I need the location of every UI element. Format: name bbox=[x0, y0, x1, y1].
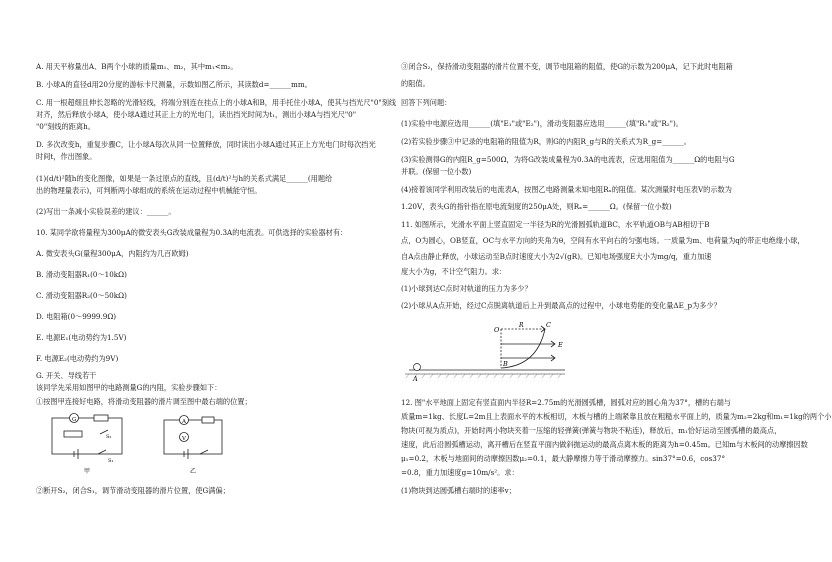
meter-g-label: G bbox=[72, 417, 77, 423]
ball-icon bbox=[414, 364, 421, 371]
text-line: (2)若实验步骤③中记录的电阻箱的阻值为R，则G的内阻R_g与R的关系式为R_g=______。 bbox=[401, 137, 691, 146]
text-line: ②断开S₂，闭合S₁，调节滑动变阻器的滑片位置，使G满偏； bbox=[36, 486, 230, 495]
point-o-label: O bbox=[494, 326, 500, 334]
meter-a-label: A bbox=[182, 419, 186, 425]
option-a: A. 微安表头G(量程300μA，内阻约为几百欧姆) bbox=[36, 249, 189, 258]
text-line: μ₁=0.2，木板与地面间的动摩擦因数μ₂=0.1，最大静摩擦力等于滑动摩擦力。sin37°=0.6，cos37° bbox=[401, 454, 726, 463]
text-line: D. 多次改变h，重复步骤C，让小球A每次从同一位置释放，同时读出小球A通过其正上方光电门时每次挡光 bbox=[36, 140, 376, 149]
text-line: (2)写出一条减小实验误差的建议：______。 bbox=[36, 207, 176, 216]
text-line: 自A点由静止释放，小球运动至B点时速度大小为2√(gR)。已知电场强度E大小为mg/q，重力加速 bbox=[401, 252, 712, 261]
text-line: 质量m=1kg、长度L=2m且上表面水平的木板相切，木板与槽的上端紧靠且放在粗糙水平面上的，质量为m₂=2kg和m₁=1kg的两个小 bbox=[401, 412, 832, 421]
text-line: (1)小球到达C点时对轨道的压力为多少？ bbox=[401, 284, 532, 293]
text-line: (1)物块到达圆弧槽右端时的速率v； bbox=[401, 486, 516, 495]
point-c-label: C bbox=[546, 321, 551, 329]
track-diagram bbox=[405, 314, 575, 382]
switch-s1-label: S₁ bbox=[108, 458, 114, 464]
text-line: 1.20V，表头G的指针指在原电流刻度的250μA处，则Rₓ=______Ω。(保留一位小数) bbox=[401, 202, 672, 211]
text-line: A. 用天平称量出A、B两个小球的质量m₁、m₂，其中m₁<m₂。 bbox=[36, 62, 238, 71]
text-line: (4)接着该同学利用改装后的电流表A，按图乙电路测量未知电阻Rₓ的阻值。某次测量时电压表V的示数为 bbox=[401, 185, 732, 194]
text-line: (1)(d/t)²随h的变化图像，如果是一条过原点的直线，且(d/t)²与h的关系式满足______(用题给 bbox=[36, 174, 333, 183]
text-line: =0.8，重力加速度g=10m/s²。求： bbox=[401, 468, 519, 477]
field-e-label: E bbox=[558, 341, 563, 349]
text-line: 物块(可视为质点)，开始时两小物块夹着一压缩的轻弹簧(弹簧与物块不粘连)，释放后，m₁恰好运动至圆弧槽的最高点， bbox=[401, 426, 782, 435]
text-line: 回答下列问题： bbox=[401, 98, 452, 107]
text-line: 时间t，作出图象。 bbox=[36, 152, 97, 161]
option-d: D. 电阻箱(0～9999.9Ω) bbox=[36, 312, 117, 321]
meter-v-label: V bbox=[182, 436, 186, 442]
question-11-title: 11. 如图所示，光滑水平面上竖直固定一半径为R的光滑圆弧轨道BC，水平轨道OB与AB相切于B bbox=[401, 220, 710, 229]
text-line: 对齐，然后释放小球A，使小球A通过其正上方的光电门，读出挡光时间为t₁，测出小球A与挡光尺"0" bbox=[36, 110, 357, 119]
option-b: B. 滑动变阻器R₁(0～10kΩ) bbox=[36, 270, 127, 279]
point-r-label: R bbox=[519, 322, 524, 329]
option-c: C. 滑动变阻器R₂(0～50kΩ) bbox=[36, 291, 127, 300]
text-line: ①按图甲连接好电路，将滑动变阻器的滑片调至图中最右端的位置； bbox=[36, 397, 252, 406]
figure-caption-yi: 乙 bbox=[190, 468, 197, 475]
text-line: 点，O为圆心，OB竖直，OC与水平方向的夹角为θ，空间有水平向右的匀强电场。一质量为m、电荷量为q的带正电绝缘小球， bbox=[401, 236, 805, 245]
text-line: "0"刻线的距离h。 bbox=[36, 122, 95, 131]
text-line: B. 小球A的直径d用20分度的游标卡尺测量，示数如图乙所示，其读数d=______mm。 bbox=[36, 80, 312, 89]
text-line: 出的物理量表示)，可判断两小球组成的系统在运动过程中机械能守恒。 bbox=[36, 186, 262, 195]
option-f: F. 电源E₂(电动势约为9V) bbox=[36, 354, 119, 363]
text-line: 并联。(保留一位小数) bbox=[401, 167, 472, 176]
text-line: (2)小球从A点开始，经过C点脱离轨道后上升到最高点的过程中，小球电势能的变化量ΔE_p为多少？ bbox=[401, 301, 721, 310]
question-10-title: 10. 某同学欲将量程为300μA的微安表头G改装成量程为0.3A的电流表。可供选择的实验器材有： bbox=[36, 228, 348, 237]
text-line: (3)实验测得G的内阻R_g=500Ω，为将G改装成量程为0.3A的电流表，应选用阻值为______Ω的电阻与G bbox=[401, 155, 735, 164]
point-a-label: A bbox=[413, 375, 418, 383]
figure-caption-jia: 甲 bbox=[84, 468, 91, 475]
text-line: 的阻值。 bbox=[401, 79, 430, 88]
text-line: (1)实验中电源应选用______(填"E₁"或"E₂")，滑动变阻器应选用______(填"R₁"或"R₂")。 bbox=[401, 119, 683, 128]
circuit-diagram bbox=[44, 410, 244, 480]
text-line: 该同学先采用如图甲的电路测量G的内阻，实验步骤如下： bbox=[36, 383, 222, 392]
option-e: E. 电源E₁(电动势约为1.5V) bbox=[36, 333, 127, 342]
text-line: 速度，此后沿圆弧槽运动，离开槽后在竖直平面内做斜抛运动的最高点离木板的距离为h=0.45m。已知m与木板间的动摩擦因数 bbox=[401, 440, 808, 449]
question-12-title: 12. 图"水平地面上固定有竖直面内半径R=2.75m的光滑圆弧槽，圆弧对应的圆心角为37°，槽的右端与 bbox=[401, 398, 731, 407]
switch-s2-label: S₂ bbox=[106, 434, 112, 440]
text-line: 度大小为g，不计空气阻力。求： bbox=[401, 267, 507, 276]
text-line: C. 用一根超细且伸长忽略的光滑轻线，将端分别连在挂点上的小球A和B，用手托住小球A，使其与挡光尺"0"刻线 bbox=[36, 98, 397, 107]
point-b-label: B bbox=[503, 360, 508, 368]
text-line: ③闭合S₂，保持滑动变阻器的滑片位置不变，调节电阻箱的阻值，使G的示数为200μA，记下此时电阻箱 bbox=[401, 62, 733, 71]
option-g: G. 开关、导线若干 bbox=[36, 371, 97, 380]
